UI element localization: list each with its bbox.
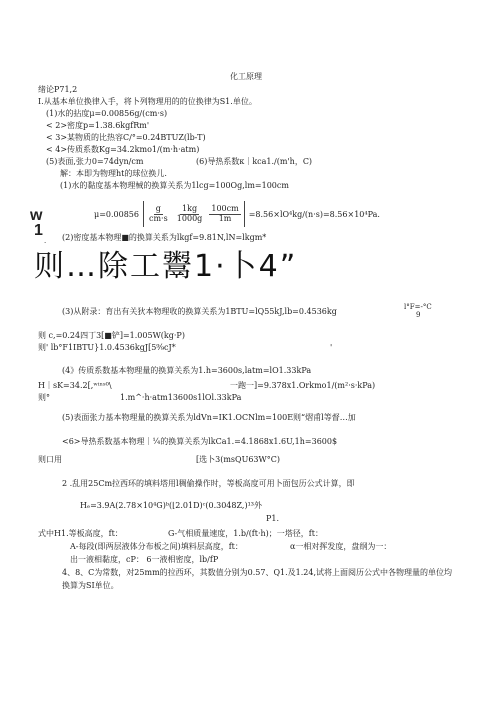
step-1: (1)水的黏度基本物理械的换算关系为1lcg=100Og,lm=100cm (60, 181, 289, 190)
item-1: (1)水的拈度μ=0.00856g∕(cm·s) (46, 109, 168, 118)
fraction-cm-m: 100cm 1m (211, 204, 239, 223)
page-title: 化工原理 (230, 72, 262, 81)
item-3: < 3>某物质的比热容C∕°=0.24BTUZ(lb-T) (46, 133, 206, 142)
definition-1b: G-气相质量速度，1.b∕(ft·h)；一塔径，ft： (168, 529, 323, 538)
item-4: < 4>传质系数Kg=34.2kmo1∕(m·h·atm) (46, 145, 200, 154)
mu-value: μ=0.00856 (94, 209, 139, 219)
definition-5: 换算为SI单位。 (62, 581, 119, 590)
definition-4: 4、8、C为常数，对25mm的拉西环，其数值分别为0.57、Q1.及1.24,试将上面阅历公式中各物理量的单位均 (62, 568, 453, 577)
fraction-kg-g: 1kg 1000g (176, 204, 203, 223)
definition-1a: 式中H1.等板高度，ft： (38, 529, 123, 538)
result-6b: [选卜3(msQU63W°C) (196, 455, 280, 464)
viscosity-result: =8.56×lO⁴kg∕(n·s)=8.56×10⁴Pa. (248, 209, 380, 219)
result-4b: 一跑一]=9.378x1.Orkmo1∕(m²·s·kPa) (230, 381, 376, 390)
problem-1-intro: Ⅰ.从基本单位换律入手，将卜列物理用的的位换律为S1.单位。 (38, 97, 257, 106)
definition-2a: A-每段(即两层液体分布板之间)填料层高度，ft： (70, 542, 243, 551)
step-2: (2)密度基本物理■的换算关系为lkgf=9.81N,lN=lkgm* (62, 233, 267, 242)
formula-reference: P1. (266, 514, 280, 523)
garbled-large-text: 则…除工鬻1·卜4” (34, 249, 298, 284)
result-4d: 1.m^·h·atm13600s1lOl.33kPa (120, 393, 242, 402)
result-4c: 则° (38, 393, 50, 402)
margin-mark-w: w (30, 207, 43, 224)
item-2: < 2>密度p=1.38.6kgfRm' (46, 121, 150, 130)
step-3: (3)从附录：育出有关狄本物理收的换算关系为1BTU=lQ55kJ,lb=0.4536kg (62, 307, 337, 316)
section-heading: 绪论P71,2 (38, 85, 78, 94)
step-6: <6>导热系数基本物理｜¼的换算关系为lkCa1.=4.1868x1.6U,1h=3600$ (62, 437, 338, 446)
item-5: (5)表面,张力0=74dyn/cm (46, 157, 144, 166)
definition-2b: α一相对挥发度，盘纲为一： (290, 542, 392, 551)
stray-comma: ' (330, 343, 333, 352)
result-6a: 则口用 (38, 455, 62, 464)
fraction-denominator: 9 (416, 311, 421, 319)
step-4: (4》传质系数基本物理量的换算关系为1.h=3600s,latm=lO1.33kPa (62, 366, 312, 375)
step-5: (5)表面张力基本物理量的换算关系为ldVn=IK1.OCNlm=100E则“熠甫l等督…加 (62, 413, 356, 422)
fraction-g-cms: g cm·s (148, 204, 168, 223)
solution-intro: 解：本即为物理ht的球位换儿. (60, 169, 167, 178)
result-4a: H｜sK=34.2[,ʷⁱⁿˢ⁰\ (38, 381, 112, 390)
empirical-formula: Hₑ=3.9A(2.78×10⁴G)ᵇ(⌊2.01D)ᶜ(0.3048Z,)¹³外 (80, 501, 262, 510)
viscosity-conversion (94, 201, 380, 227)
result-3b: 则' lb°F1IBTU}1.0.4536kgJ[5⁹⁄₉cJ* (38, 343, 176, 352)
problem-2-intro: 2 .乱用25Cm拉西环的填料塔用l稠偷操作时，等板高度可用卜面包历公式计算，即 (62, 479, 355, 488)
margin-mark-dot: . (44, 236, 47, 245)
margin-mark-one: 1 (34, 222, 43, 239)
unit-bracket (143, 201, 245, 227)
definition-3: 出一液相黏度，cP： 6一液相密度，lb∕fP (70, 555, 219, 564)
result-3a: 则 c,=0.24四丁3[■铲]=1.005W(kg·P) (38, 331, 185, 340)
item-6: (6)导热系数κ｜kca1.∕(m'h，C) (196, 157, 313, 166)
fahrenheit-relation: l°F=-°C (404, 303, 432, 311)
